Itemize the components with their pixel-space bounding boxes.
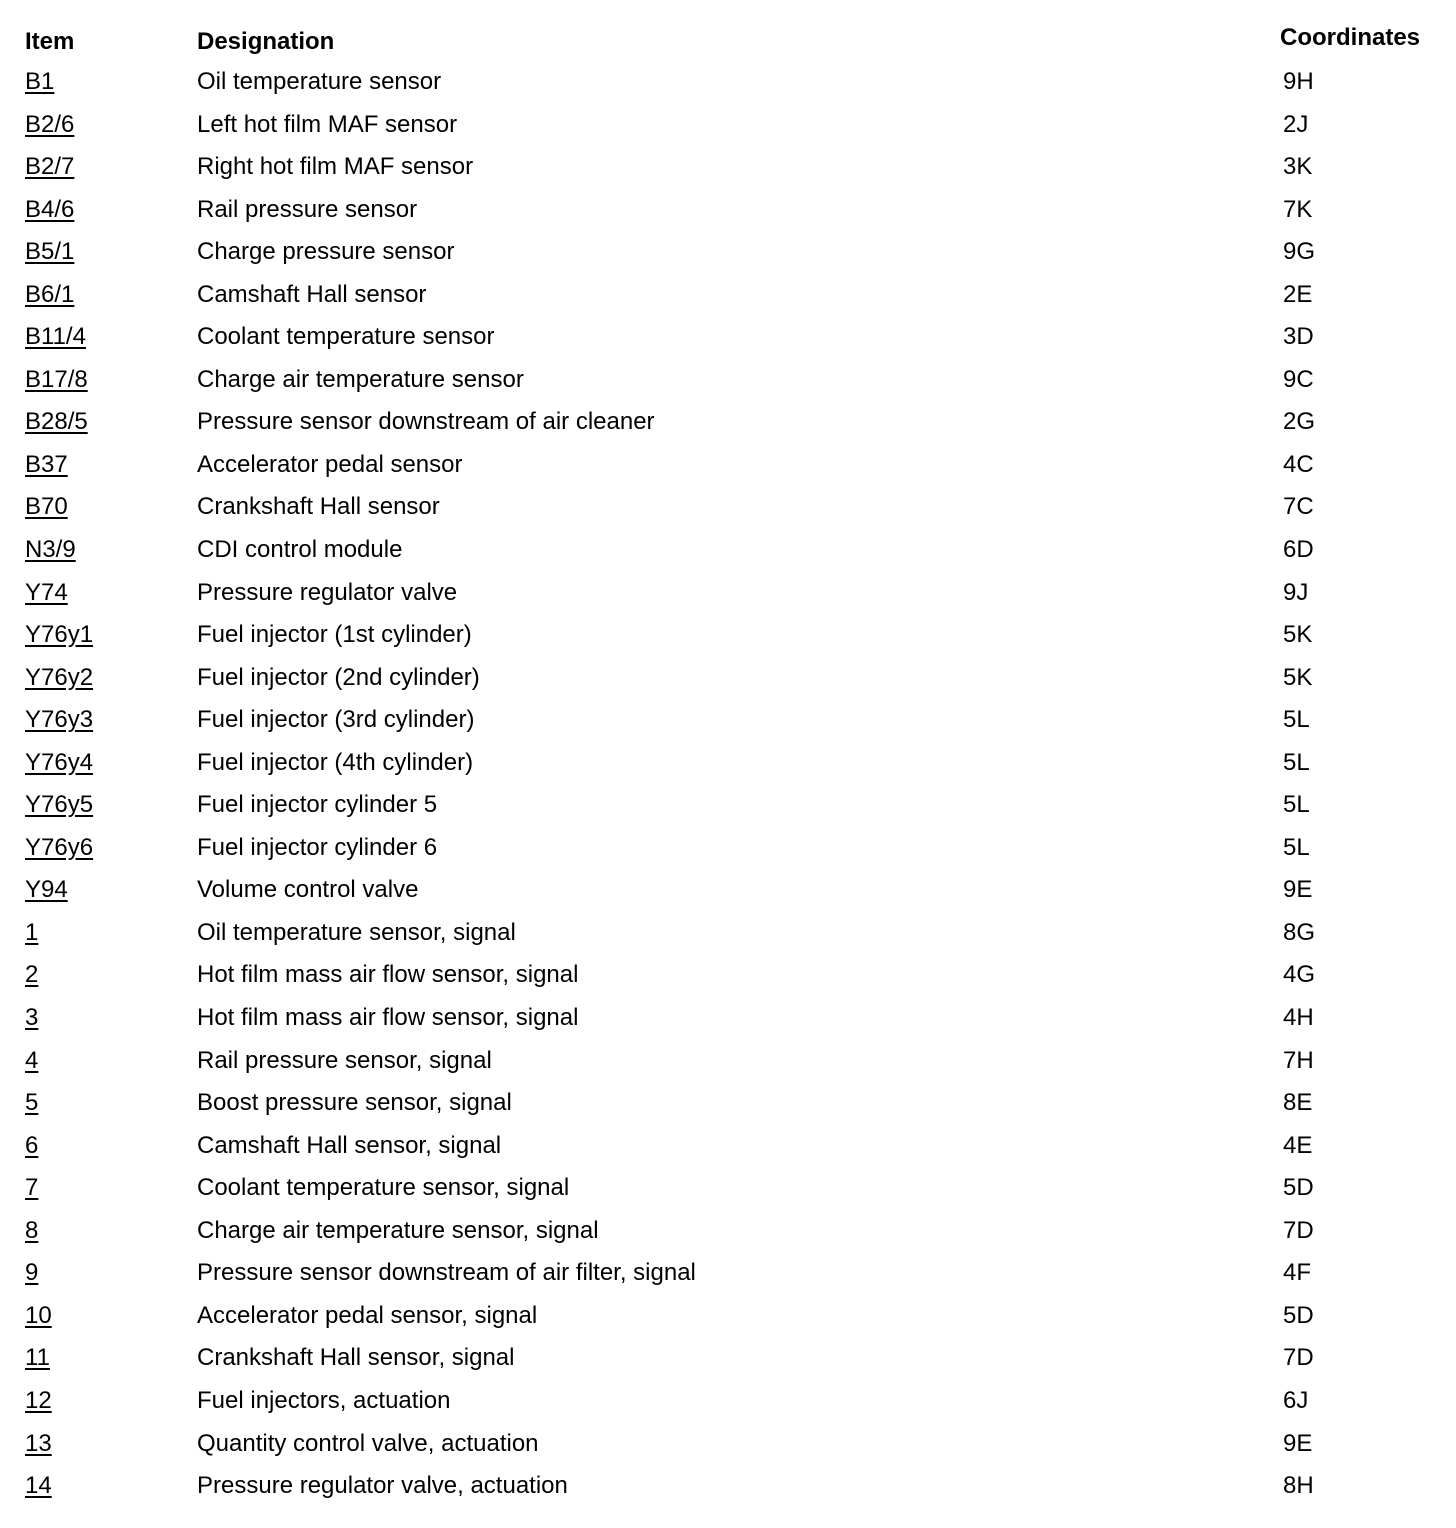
coordinates-cell: 4C <box>1283 450 1314 478</box>
designation-cell: Pressure regulator valve <box>197 578 458 606</box>
coordinates-cell: 2J <box>1283 110 1309 138</box>
table-row <box>0 236 1456 279</box>
designation-cell: Fuel injector cylinder 5 <box>197 791 438 819</box>
coordinates-cell: 5L <box>1283 748 1310 776</box>
coordinates-cell: 5D <box>1283 1174 1314 1202</box>
designation-cell: Quantity control valve, actuation <box>197 1429 539 1457</box>
item-link[interactable]: B2/6 <box>25 110 75 138</box>
table-row <box>0 662 1456 705</box>
designation-cell: CDI control module <box>197 536 403 564</box>
designation-cell: Camshaft Hall sensor <box>197 280 427 308</box>
coordinates-cell: 7H <box>1283 1046 1314 1074</box>
designation-cell: Oil temperature sensor <box>197 68 442 95</box>
coordinates-cell: 5L <box>1283 791 1310 819</box>
header-item: Item <box>25 28 75 55</box>
item-link[interactable]: Y94 <box>25 876 68 904</box>
coordinates-cell: 8H <box>1283 1472 1314 1500</box>
designation-cell: Crankshaft Hall sensor <box>197 493 440 521</box>
table-row <box>0 577 1456 620</box>
table-row <box>0 1215 1456 1258</box>
item-link[interactable]: B2/7 <box>25 153 75 181</box>
table-row <box>0 747 1456 790</box>
item-link[interactable]: 7 <box>25 1174 39 1202</box>
designation-cell: Crankshaft Hall sensor, signal <box>197 1344 515 1372</box>
table-row <box>0 959 1456 1002</box>
coordinates-cell: 7C <box>1283 493 1314 521</box>
coordinates-cell: 7K <box>1283 195 1313 223</box>
item-link[interactable]: 13 <box>25 1429 52 1457</box>
table-row <box>0 1257 1456 1300</box>
coordinates-cell: 7D <box>1283 1344 1314 1372</box>
table-row <box>0 406 1456 449</box>
table-row <box>0 66 1456 109</box>
table-row <box>0 194 1456 237</box>
table-row <box>0 1342 1456 1385</box>
item-link[interactable]: N3/9 <box>25 536 76 564</box>
coordinates-cell: 6J <box>1283 1386 1309 1414</box>
table-row <box>0 491 1456 534</box>
item-link[interactable]: B70 <box>25 493 68 521</box>
designation-cell: Coolant temperature sensor <box>197 323 495 351</box>
item-link[interactable]: B28/5 <box>25 408 88 436</box>
coordinates-cell: 5L <box>1283 706 1310 734</box>
designation-cell: Accelerator pedal sensor, signal <box>197 1301 538 1329</box>
coordinates-cell: 7D <box>1283 1216 1314 1244</box>
item-link[interactable]: Y76y3 <box>25 706 94 734</box>
coordinates-cell: 8G <box>1283 918 1316 946</box>
designation-cell: Camshaft Hall sensor, signal <box>197 1131 502 1159</box>
coordinates-cell: 5K <box>1283 621 1313 649</box>
table-row <box>0 704 1456 747</box>
table-row <box>0 1130 1456 1173</box>
header-coordinates: Coordinates <box>1280 24 1421 51</box>
table-header-row <box>0 24 1456 56</box>
coordinates-cell: 6D <box>1283 536 1314 564</box>
table-row <box>0 832 1456 875</box>
table-row <box>0 534 1456 577</box>
designation-cell: Fuel injector (3rd cylinder) <box>197 706 475 734</box>
designation-cell: Pressure sensor downstream of air cleaner <box>197 408 655 436</box>
item-link[interactable]: 11 <box>25 1344 50 1372</box>
table-row <box>0 279 1456 322</box>
table-row <box>0 1002 1456 1045</box>
item-link[interactable]: B6/1 <box>25 280 75 308</box>
designation-cell: Boost pressure sensor, signal <box>197 1089 512 1117</box>
coordinates-cell: 2E <box>1283 280 1313 308</box>
coordinates-cell: 9C <box>1283 365 1314 393</box>
designation-cell: Oil temperature sensor, signal <box>197 918 516 946</box>
item-link[interactable]: B37 <box>25 450 68 478</box>
table-row <box>0 1045 1456 1088</box>
designation-cell: Volume control valve <box>197 876 419 904</box>
item-link[interactable]: Y76y5 <box>25 791 94 819</box>
designation-cell: Fuel injector (4th cylinder) <box>197 748 474 776</box>
coordinates-cell: 2G <box>1283 408 1316 436</box>
table-row <box>0 321 1456 364</box>
designation-cell: Accelerator pedal sensor <box>197 450 463 478</box>
coordinates-cell: 9E <box>1283 1429 1313 1457</box>
item-link[interactable]: Y76y1 <box>25 621 94 649</box>
coordinates-cell: 5L <box>1283 833 1310 861</box>
item-link[interactable]: 9 <box>25 1259 39 1287</box>
item-link[interactable]: 12 <box>25 1386 52 1414</box>
table-body <box>0 66 1456 1513</box>
table-row <box>0 619 1456 662</box>
item-link[interactable]: 6 <box>25 1131 39 1159</box>
table-row <box>0 151 1456 194</box>
designation-cell: Pressure regulator valve, actuation <box>197 1472 568 1500</box>
item-link[interactable]: Y76y2 <box>25 663 94 691</box>
coordinates-cell: 3D <box>1283 323 1314 351</box>
coordinates-cell: 9H <box>1283 68 1314 95</box>
table-row <box>0 1385 1456 1428</box>
designation-cell: Fuel injector cylinder 6 <box>197 833 438 861</box>
coordinates-cell: 4E <box>1283 1131 1313 1159</box>
item-link[interactable]: Y74 <box>25 578 68 606</box>
item-link[interactable]: 14 <box>25 1472 52 1500</box>
table-row <box>0 1428 1456 1471</box>
table-row <box>0 1087 1456 1130</box>
designation-cell: Rail pressure sensor <box>197 195 418 223</box>
coordinates-cell: 4H <box>1283 1004 1314 1032</box>
coordinates-cell: 5K <box>1283 663 1313 691</box>
coordinates-cell: 4G <box>1283 961 1316 989</box>
designation-cell: Right hot film MAF sensor <box>197 153 474 181</box>
item-link[interactable]: 3 <box>25 1004 39 1032</box>
designation-cell: Fuel injectors, actuation <box>197 1386 451 1414</box>
designation-cell: Charge pressure sensor <box>197 238 455 266</box>
item-link[interactable]: B4/6 <box>25 195 75 223</box>
item-link[interactable]: B1 <box>25 68 55 95</box>
item-link[interactable]: 2 <box>25 961 39 989</box>
table-row <box>0 449 1456 492</box>
designation-cell: Hot film mass air flow sensor, signal <box>197 1004 579 1032</box>
table-row <box>0 874 1456 917</box>
table-row <box>0 1300 1456 1343</box>
table-row <box>0 1470 1456 1513</box>
coordinates-cell: 9J <box>1283 578 1309 606</box>
header-designation: Designation <box>197 28 335 55</box>
designation-cell: Charge air temperature sensor, signal <box>197 1216 599 1244</box>
coordinates-cell: 5D <box>1283 1301 1314 1329</box>
item-link[interactable]: 5 <box>25 1089 39 1117</box>
coordinates-cell: 9E <box>1283 876 1313 904</box>
item-link[interactable]: Y76y4 <box>25 748 94 776</box>
coordinates-cell: 9G <box>1283 238 1316 266</box>
item-link[interactable]: Y76y6 <box>25 833 94 861</box>
coordinates-cell: 3K <box>1283 153 1313 181</box>
table-row <box>0 917 1456 960</box>
designation-cell: Fuel injector (2nd cylinder) <box>197 663 480 691</box>
coordinates-cell: 8E <box>1283 1089 1313 1117</box>
table-row <box>0 109 1456 152</box>
designation-cell: Fuel injector (1st cylinder) <box>197 621 472 649</box>
designation-cell: Pressure sensor downstream of air filter, signal <box>197 1259 696 1287</box>
table-row <box>0 364 1456 407</box>
designation-cell: Coolant temperature sensor, signal <box>197 1174 570 1202</box>
item-link[interactable]: 10 <box>25 1301 52 1329</box>
item-link[interactable]: B11/4 <box>25 323 86 351</box>
table-row <box>0 1172 1456 1215</box>
designation-cell: Hot film mass air flow sensor, signal <box>197 961 579 989</box>
designation-cell: Left hot film MAF sensor <box>197 110 458 138</box>
item-link[interactable]: B5/1 <box>25 238 75 266</box>
designation-cell: Rail pressure sensor, signal <box>197 1046 492 1074</box>
item-link[interactable]: B17/8 <box>25 365 88 393</box>
item-link[interactable]: 8 <box>25 1216 39 1244</box>
table-row <box>0 789 1456 832</box>
coordinates-cell: 4F <box>1283 1259 1312 1287</box>
designation-cell: Charge air temperature sensor <box>197 365 524 393</box>
item-link[interactable]: 4 <box>25 1046 39 1074</box>
item-link[interactable]: 1 <box>25 918 39 946</box>
